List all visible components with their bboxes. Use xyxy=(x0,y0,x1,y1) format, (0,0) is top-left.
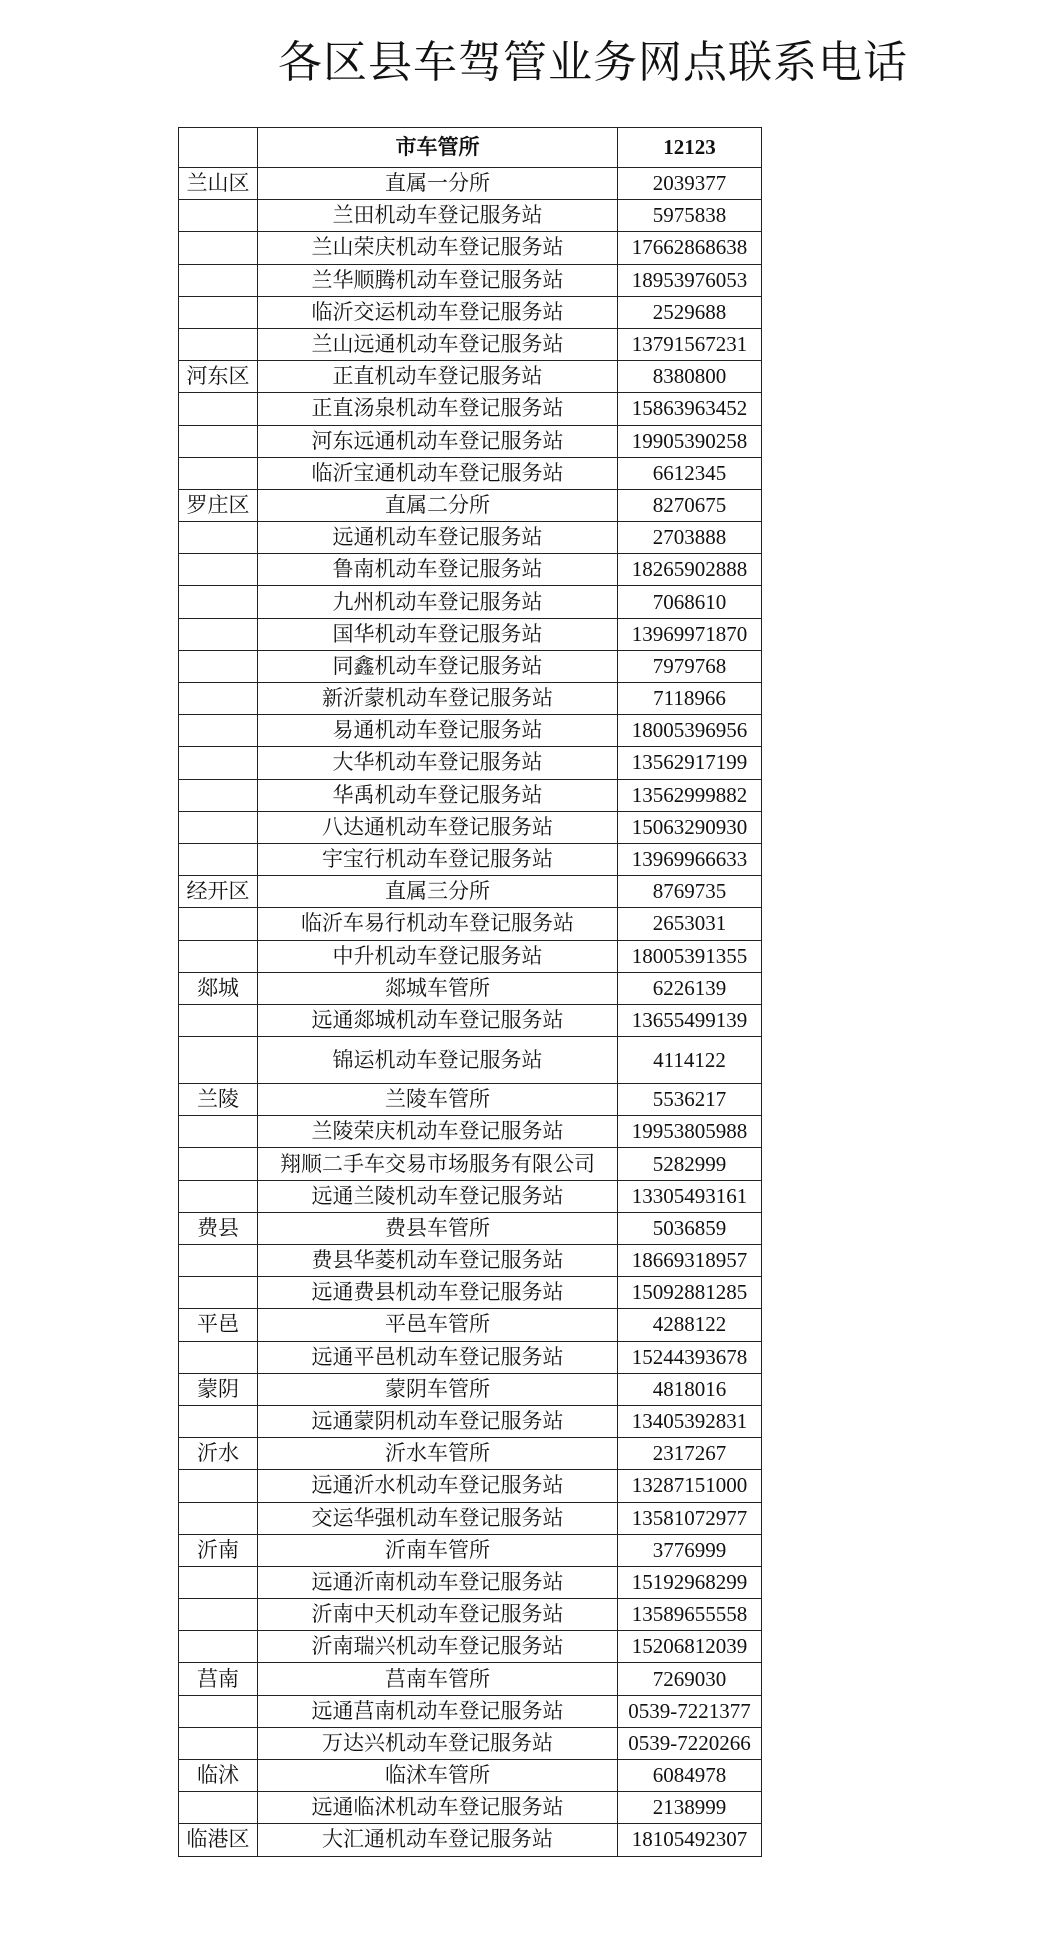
table-row xyxy=(179,361,762,393)
table-row xyxy=(179,1212,762,1244)
table-row xyxy=(179,1116,762,1148)
phone-cell: 15206812039 xyxy=(618,1631,762,1663)
phone-cell: 17662868638 xyxy=(618,232,762,264)
table-row xyxy=(179,1373,762,1405)
phone-cell: 13791567231 xyxy=(618,328,762,360)
district-cell xyxy=(179,1180,258,1212)
service-point-cell: 沂南车管所 xyxy=(258,1534,618,1566)
phone-cell: 2653031 xyxy=(618,908,762,940)
service-point-cell: 兰田机动车登记服务站 xyxy=(258,200,618,232)
service-point-cell: 兰山远通机动车登记服务站 xyxy=(258,328,618,360)
table-row xyxy=(179,1792,762,1824)
table-row xyxy=(179,425,762,457)
district-cell: 河东区 xyxy=(179,361,258,393)
service-point-cell: 直属一分所 xyxy=(258,168,618,200)
service-point-cell: 宇宝行机动车登记服务站 xyxy=(258,843,618,875)
district-cell xyxy=(179,683,258,715)
table-row xyxy=(179,1084,762,1116)
phone-cell: 8270675 xyxy=(618,489,762,521)
district-cell xyxy=(179,811,258,843)
phone-cell: 18005396956 xyxy=(618,715,762,747)
table-row xyxy=(179,1309,762,1341)
table-row xyxy=(179,554,762,586)
service-point-cell: 易通机动车登记服务站 xyxy=(258,715,618,747)
service-point-cell: 远通沂水机动车登记服务站 xyxy=(258,1470,618,1502)
service-point-cell: 锦运机动车登记服务站 xyxy=(258,1037,618,1084)
table-row xyxy=(179,1824,762,1856)
service-point-cell: 沂南瑞兴机动车登记服务站 xyxy=(258,1631,618,1663)
service-point-cell: 新沂蒙机动车登记服务站 xyxy=(258,683,618,715)
district-cell xyxy=(179,586,258,618)
service-point-cell: 郯城车管所 xyxy=(258,972,618,1004)
service-point-cell: 华禹机动车登记服务站 xyxy=(258,779,618,811)
district-cell xyxy=(179,1792,258,1824)
service-point-cell: 兰陵荣庆机动车登记服务站 xyxy=(258,1116,618,1148)
phone-cell: 19905390258 xyxy=(618,425,762,457)
service-point-cell: 远通兰陵机动车登记服务站 xyxy=(258,1180,618,1212)
table-row xyxy=(179,747,762,779)
district-cell: 沂水 xyxy=(179,1438,258,1470)
service-point-cell: 远通平邑机动车登记服务站 xyxy=(258,1341,618,1373)
service-point-cell: 沂水车管所 xyxy=(258,1438,618,1470)
district-cell xyxy=(179,940,258,972)
district-cell xyxy=(179,1148,258,1180)
table-row xyxy=(179,489,762,521)
service-point-cell: 大汇通机动车登记服务站 xyxy=(258,1824,618,1856)
phone-cell: 7118966 xyxy=(618,683,762,715)
service-point-cell: 远通费县机动车登记服务站 xyxy=(258,1277,618,1309)
table-row xyxy=(179,200,762,232)
service-point-cell: 九州机动车登记服务站 xyxy=(258,586,618,618)
service-point-cell: 河东远通机动车登记服务站 xyxy=(258,425,618,457)
page-title: 各区县车驾管业务网点联系电话 xyxy=(278,37,908,88)
phone-cell: 4288122 xyxy=(618,1309,762,1341)
district-cell xyxy=(179,1727,258,1759)
phone-cell: 13305493161 xyxy=(618,1180,762,1212)
district-cell xyxy=(179,1341,258,1373)
table-row xyxy=(179,168,762,200)
table-row xyxy=(179,393,762,425)
service-point-cell: 直属二分所 xyxy=(258,489,618,521)
district-cell xyxy=(179,393,258,425)
district-cell xyxy=(179,328,258,360)
phone-cell: 18105492307 xyxy=(618,1824,762,1856)
table-row xyxy=(179,1760,762,1792)
district-cell: 临沭 xyxy=(179,1760,258,1792)
district-cell: 罗庄区 xyxy=(179,489,258,521)
service-point-cell: 万达兴机动车登记服务站 xyxy=(258,1727,618,1759)
service-point-cell: 远通莒南机动车登记服务站 xyxy=(258,1695,618,1727)
district-cell xyxy=(179,522,258,554)
table-row xyxy=(179,1695,762,1727)
phone-cell: 5282999 xyxy=(618,1148,762,1180)
phone-cell: 18953976053 xyxy=(618,264,762,296)
service-point-cell: 临沂车易行机动车登记服务站 xyxy=(258,908,618,940)
table-row xyxy=(179,843,762,875)
header-office-cell: 市车管所 xyxy=(258,128,618,168)
district-cell xyxy=(179,1245,258,1277)
service-point-cell: 大华机动车登记服务站 xyxy=(258,747,618,779)
phone-cell: 7068610 xyxy=(618,586,762,618)
phone-cell: 0539-7220266 xyxy=(618,1727,762,1759)
district-cell xyxy=(179,1695,258,1727)
contacts-table xyxy=(178,127,762,1857)
district-cell xyxy=(179,457,258,489)
phone-cell: 5975838 xyxy=(618,200,762,232)
phone-cell: 8769735 xyxy=(618,876,762,908)
table-row xyxy=(179,1534,762,1566)
table-row xyxy=(179,811,762,843)
district-cell xyxy=(179,908,258,940)
phone-cell: 4114122 xyxy=(618,1037,762,1084)
district-cell: 沂南 xyxy=(179,1534,258,1566)
phone-cell: 5036859 xyxy=(618,1212,762,1244)
table-row xyxy=(179,1004,762,1036)
district-cell xyxy=(179,1566,258,1598)
district-cell xyxy=(179,1116,258,1148)
table-row xyxy=(179,908,762,940)
phone-cell: 2529688 xyxy=(618,296,762,328)
table-row xyxy=(179,1599,762,1631)
district-cell xyxy=(179,618,258,650)
district-cell xyxy=(179,843,258,875)
table-row xyxy=(179,457,762,489)
phone-cell: 6084978 xyxy=(618,1760,762,1792)
district-cell xyxy=(179,232,258,264)
district-cell: 经开区 xyxy=(179,876,258,908)
service-point-cell: 正直机动车登记服务站 xyxy=(258,361,618,393)
phone-cell: 13581072977 xyxy=(618,1502,762,1534)
phone-cell: 13655499139 xyxy=(618,1004,762,1036)
service-point-cell: 鲁南机动车登记服务站 xyxy=(258,554,618,586)
phone-cell: 2317267 xyxy=(618,1438,762,1470)
phone-cell: 15244393678 xyxy=(618,1341,762,1373)
table-row xyxy=(179,328,762,360)
service-point-cell: 兰陵车管所 xyxy=(258,1084,618,1116)
district-cell xyxy=(179,779,258,811)
table-row xyxy=(179,522,762,554)
service-point-cell: 直属三分所 xyxy=(258,876,618,908)
phone-cell: 13969971870 xyxy=(618,618,762,650)
phone-cell: 8380800 xyxy=(618,361,762,393)
phone-cell: 13287151000 xyxy=(618,1470,762,1502)
table-row xyxy=(179,972,762,1004)
district-cell xyxy=(179,1470,258,1502)
table-row xyxy=(179,618,762,650)
district-cell xyxy=(179,1277,258,1309)
district-cell: 蒙阴 xyxy=(179,1373,258,1405)
phone-cell: 15092881285 xyxy=(618,1277,762,1309)
phone-cell: 18265902888 xyxy=(618,554,762,586)
table-row xyxy=(179,1631,762,1663)
service-point-cell: 远通沂南机动车登记服务站 xyxy=(258,1566,618,1598)
phone-cell: 13405392831 xyxy=(618,1405,762,1437)
service-point-cell: 临沂宝通机动车登记服务站 xyxy=(258,457,618,489)
district-cell xyxy=(179,747,258,779)
phone-cell: 0539-7221377 xyxy=(618,1695,762,1727)
phone-cell: 18005391355 xyxy=(618,940,762,972)
service-point-cell: 远通临沭机动车登记服务站 xyxy=(258,1792,618,1824)
header-phone-cell: 12123 xyxy=(618,128,762,168)
table-row xyxy=(179,1566,762,1598)
table-row xyxy=(179,1727,762,1759)
phone-cell: 4818016 xyxy=(618,1373,762,1405)
phone-cell: 13562917199 xyxy=(618,747,762,779)
phone-cell: 3776999 xyxy=(618,1534,762,1566)
phone-cell: 13589655558 xyxy=(618,1599,762,1631)
district-cell xyxy=(179,425,258,457)
phone-cell: 6226139 xyxy=(618,972,762,1004)
phone-cell: 2703888 xyxy=(618,522,762,554)
service-point-cell: 国华机动车登记服务站 xyxy=(258,618,618,650)
service-point-cell: 兰华顺腾机动车登记服务站 xyxy=(258,264,618,296)
district-cell xyxy=(179,1599,258,1631)
district-cell xyxy=(179,1037,258,1084)
district-cell xyxy=(179,1631,258,1663)
phone-cell: 15063290930 xyxy=(618,811,762,843)
district-cell xyxy=(179,715,258,747)
district-cell xyxy=(179,200,258,232)
table-row xyxy=(179,779,762,811)
service-point-cell: 远通郯城机动车登记服务站 xyxy=(258,1004,618,1036)
table-row xyxy=(179,586,762,618)
district-cell: 郯城 xyxy=(179,972,258,1004)
table-row xyxy=(179,1663,762,1695)
service-point-cell: 临沂交运机动车登记服务站 xyxy=(258,296,618,328)
district-cell: 莒南 xyxy=(179,1663,258,1695)
phone-cell: 15192968299 xyxy=(618,1566,762,1598)
district-cell xyxy=(179,1502,258,1534)
service-point-cell: 正直汤泉机动车登记服务站 xyxy=(258,393,618,425)
table-row xyxy=(179,1341,762,1373)
table-row xyxy=(179,1148,762,1180)
service-point-cell: 八达通机动车登记服务站 xyxy=(258,811,618,843)
phone-cell: 5536217 xyxy=(618,1084,762,1116)
district-cell xyxy=(179,264,258,296)
table-row xyxy=(179,876,762,908)
phone-cell: 2138999 xyxy=(618,1792,762,1824)
phone-cell: 13969966633 xyxy=(618,843,762,875)
table-row xyxy=(179,715,762,747)
district-cell xyxy=(179,296,258,328)
district-cell xyxy=(179,1004,258,1036)
table-row xyxy=(179,1405,762,1437)
district-cell xyxy=(179,650,258,682)
table-row xyxy=(179,1277,762,1309)
service-point-cell: 平邑车管所 xyxy=(258,1309,618,1341)
district-cell: 临港区 xyxy=(179,1824,258,1856)
table-row xyxy=(179,232,762,264)
table-row xyxy=(179,940,762,972)
service-point-cell: 远通蒙阴机动车登记服务站 xyxy=(258,1405,618,1437)
district-cell: 费县 xyxy=(179,1212,258,1244)
service-point-cell: 费县车管所 xyxy=(258,1212,618,1244)
table-row xyxy=(179,296,762,328)
table-header-row xyxy=(179,128,762,168)
service-point-cell: 蒙阴车管所 xyxy=(258,1373,618,1405)
table-row xyxy=(179,1245,762,1277)
phone-cell: 13562999882 xyxy=(618,779,762,811)
phone-cell: 7979768 xyxy=(618,650,762,682)
table-row xyxy=(179,650,762,682)
service-point-cell: 中升机动车登记服务站 xyxy=(258,940,618,972)
service-point-cell: 莒南车管所 xyxy=(258,1663,618,1695)
district-cell xyxy=(179,554,258,586)
district-cell: 兰山区 xyxy=(179,168,258,200)
phone-cell: 2039377 xyxy=(618,168,762,200)
service-point-cell: 费县华菱机动车登记服务站 xyxy=(258,1245,618,1277)
phone-cell: 18669318957 xyxy=(618,1245,762,1277)
phone-cell: 15863963452 xyxy=(618,393,762,425)
table-row xyxy=(179,1037,762,1084)
table-row xyxy=(179,264,762,296)
service-point-cell: 翔顺二手车交易市场服务有限公司 xyxy=(258,1148,618,1180)
phone-cell: 6612345 xyxy=(618,457,762,489)
district-cell xyxy=(179,1405,258,1437)
service-point-cell: 交运华强机动车登记服务站 xyxy=(258,1502,618,1534)
table-row xyxy=(179,1180,762,1212)
service-point-cell: 临沭车管所 xyxy=(258,1760,618,1792)
table-row xyxy=(179,683,762,715)
table-row xyxy=(179,1502,762,1534)
table-row xyxy=(179,1438,762,1470)
service-point-cell: 沂南中天机动车登记服务站 xyxy=(258,1599,618,1631)
table-body xyxy=(179,168,762,1857)
table-row xyxy=(179,1470,762,1502)
header-district-cell xyxy=(179,128,258,168)
district-cell: 兰陵 xyxy=(179,1084,258,1116)
service-point-cell: 同鑫机动车登记服务站 xyxy=(258,650,618,682)
phone-cell: 19953805988 xyxy=(618,1116,762,1148)
district-cell: 平邑 xyxy=(179,1309,258,1341)
service-point-cell: 兰山荣庆机动车登记服务站 xyxy=(258,232,618,264)
service-point-cell: 远通机动车登记服务站 xyxy=(258,522,618,554)
phone-cell: 7269030 xyxy=(618,1663,762,1695)
